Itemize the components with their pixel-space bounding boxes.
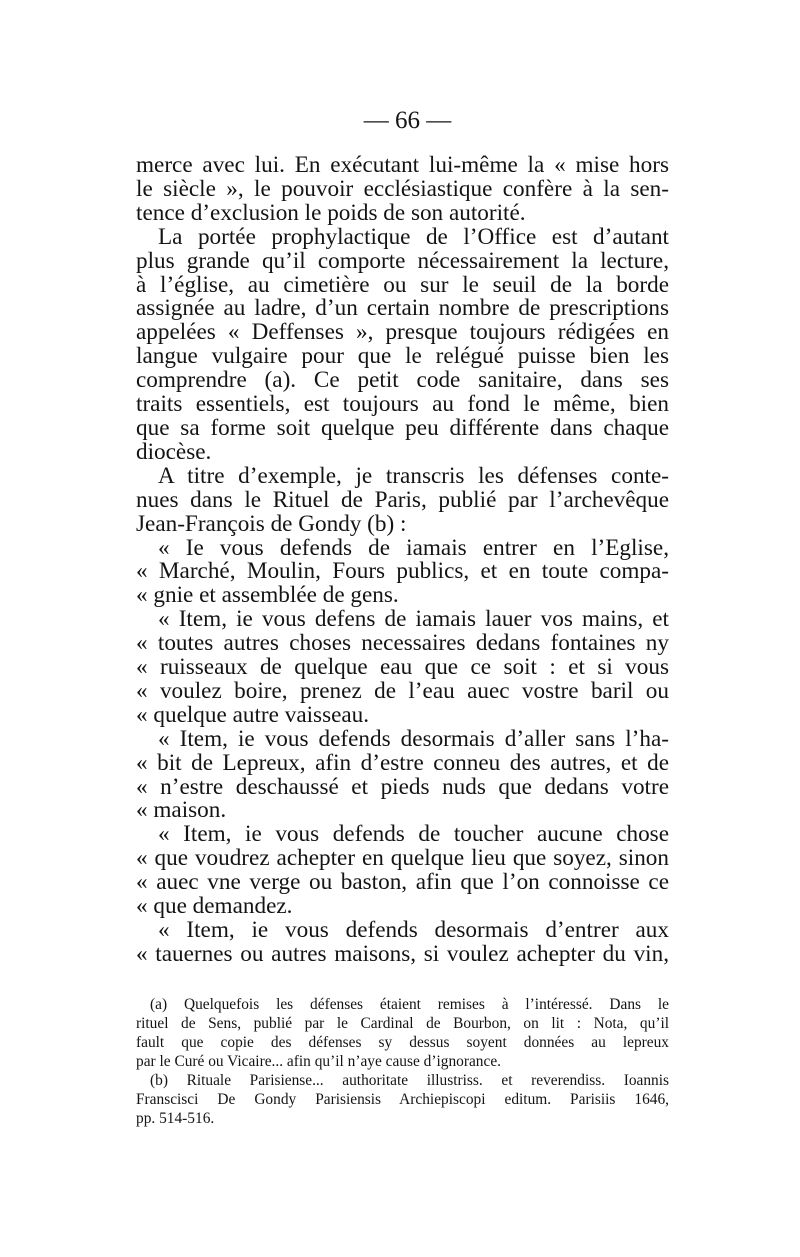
quote-line: « quelque autre vaisseau. — [136, 701, 370, 728]
text-line: le siècle », le pouvoir ecclésiastique confère à la sen- — [136, 175, 669, 202]
book-page — [136, 106, 669, 1128]
text-line: La portée prophylactique de l’Office est d’autant — [158, 223, 669, 250]
footnotes — [136, 995, 669, 1128]
text-line: nues dans le Rituel de Paris, publié par l’archevêque — [136, 486, 669, 513]
footnote-line: par le Curé ou Vicaire... afin qu’il n’aye cause d’ignorance. — [136, 1052, 502, 1070]
text-line: plus grande qu’il comporte nécessairement la lecture, — [136, 247, 669, 274]
footnote-line: fault que copie des défenses sy dessus soyent données au lepreux — [136, 1033, 669, 1051]
text-line: appelées « Deffenses », presque toujours rédigées en — [136, 319, 669, 346]
quote-line: « Ie vous defends de iamais entrer en l’Eglise, — [158, 534, 669, 561]
text-line: merce avec lui. En exécutant lui-même la « mise hors — [136, 152, 669, 178]
main-text — [136, 154, 669, 967]
quote-line: « maison. — [136, 797, 227, 824]
footnote-line: (b) Rituale Parisiense... authoritate illustriss. et reverendiss. Ioannis — [150, 1071, 669, 1089]
quote-line: « Item, ie vous defens de iamais lauer vos mains, et — [158, 606, 669, 633]
footnote-line: rituel de Sens, publié par le Cardinal de Bourbon, on lit : Nota, qu’il — [136, 1014, 669, 1032]
quote-line: « ruisseaux de quelque eau que ce soit : et si vous — [136, 654, 669, 681]
quote-line: « Item, ie vous defends desormais d’entrer aux — [158, 917, 669, 943]
text-line: traits essentiels, est toujours au fond le même, bien — [136, 391, 669, 418]
quote-line: « gnie et assemblée de gens. — [136, 582, 399, 609]
quote-line: « Marché, Moulin, Fours publics, et en toute compa- — [136, 558, 669, 585]
quote-line: « n’estre deschaussé et pieds nuds que dedans votre — [136, 773, 669, 800]
text-line: tence d’exclusion le poids de son autorité. — [136, 199, 526, 226]
text-line: à l’église, au cimetière ou sur le seuil de la borde — [136, 271, 669, 298]
quote-line: « toutes autres choses necessaires dedans fontaines ny — [136, 630, 669, 657]
text-line: assignée au ladre, d’un certain nombre de prescriptions — [136, 295, 669, 322]
quote-line: « Item, ie vous defends de toucher aucune chose — [158, 821, 669, 848]
quote-line: « auec vne verge ou baston, afin que l’on connoisse ce — [136, 869, 669, 896]
footnote-line: Franscisci De Gondy Parisiensis Archiepiscopi editum. Parisiis 1646, — [136, 1090, 669, 1108]
quote-line: « voulez boire, prenez de l’eau auec vostre baril ou — [136, 677, 669, 704]
footnote-line: (a) Quelquefois les défenses étaient remises à l’intéressé. Dans le — [150, 995, 669, 1013]
footnote-line: pp. 514-516. — [136, 1109, 215, 1127]
text-line: langue vulgaire pour que le relégué puisse bien les — [136, 343, 669, 370]
quote-line: « bit de Lepreux, afin d’estre conneu des autres, et de — [136, 749, 669, 776]
page-number: — 66 — — [363, 107, 452, 134]
text-line: diocèse. — [136, 438, 212, 465]
quote-line: « que voudrez achepter en quelque lieu que soyez, sinon — [136, 845, 669, 872]
text-line: A titre d’exemple, je transcris les défenses conte- — [158, 462, 669, 489]
quote-line: « Item, ie vous defends desormais d’aller sans l’ha- — [158, 725, 669, 752]
text-line: comprendre (a). Ce petit code sanitaire, dans ses — [136, 367, 669, 394]
quote-line: « tauernes ou autres maisons, si voulez achepter du vin, — [136, 940, 669, 967]
quote-line: « que demandez. — [136, 893, 293, 920]
text-line: que sa forme soit quelque peu différente dans chaque — [136, 414, 669, 441]
text-line: Jean-François de Gondy (b) : — [136, 510, 407, 537]
